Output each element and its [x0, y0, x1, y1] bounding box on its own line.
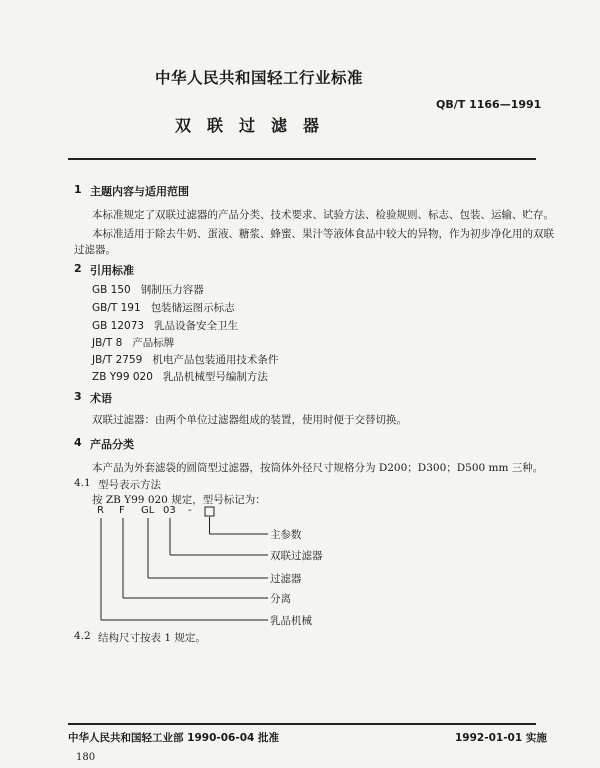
- reference-item: [92, 369, 268, 384]
- section-4-title: 产品分类: [90, 438, 134, 451]
- code-dash: -: [188, 505, 192, 516]
- section-1-paragraph-2-cont: 过滤器。: [74, 244, 116, 256]
- document-title: 双联过滤器: [175, 116, 336, 135]
- reference-code: JB/T 8: [92, 337, 123, 349]
- label-filter: 过滤器: [270, 573, 302, 585]
- reference-item: [92, 318, 238, 333]
- reference-name: 产品标牌: [132, 337, 175, 349]
- section-2-title: 引用标准: [90, 264, 134, 277]
- section-3-title: 术语: [90, 392, 112, 405]
- reference-code: ZB Y99 020: [92, 371, 153, 383]
- reference-name: 乳品设备安全卫生: [154, 320, 239, 332]
- section-1-paragraph-2: 本标准适用于除去牛奶、蛋液、糖浆、蜂蜜、果汁等液体食品中较大的异物，作为初步净化用的双联: [92, 228, 554, 240]
- reference-code: JB/T 2759: [92, 354, 143, 366]
- reference-name: 包装储运图示标志: [150, 302, 235, 314]
- section-4-1-title: 型号表示方法: [98, 479, 161, 491]
- standard-number: QB/T 1166—1991: [436, 98, 542, 111]
- page-number: 180: [76, 752, 96, 763]
- code-letter-f: F: [119, 505, 125, 516]
- org-title: 中华人民共和国轻工行业标准: [155, 69, 364, 87]
- section-4-1-number: 4.1: [74, 477, 91, 489]
- code-letters-gl: GL: [141, 505, 155, 516]
- label-dairy-machinery: 乳品机械: [270, 615, 312, 627]
- code-number-03: 03: [163, 505, 176, 516]
- section-4-2-number: 4.2: [74, 630, 91, 642]
- reference-item: [92, 300, 235, 315]
- section-3-paragraph: 双联过滤器：由两个单位过滤器组成的装置，使用时便于交替切换。: [92, 414, 407, 426]
- section-1-number: 1: [74, 183, 82, 196]
- reference-name: 机电产品包装通用技术条件: [152, 354, 279, 366]
- section-4-paragraph: 本产品为外套滤袋的圆筒型过滤器，按筒体外径尺寸规格分为 D200；D300；D500 mm 三种。: [92, 462, 544, 474]
- reference-code: GB 12073: [92, 320, 145, 332]
- reference-item: [92, 352, 278, 367]
- implementation-date: 1992-01-01 实施: [455, 732, 547, 744]
- parameter-box: [205, 507, 214, 516]
- footer-rule: [68, 723, 536, 725]
- issuer-approval: 中华人民共和国轻工业部 1990-06-04 批准: [68, 732, 279, 744]
- code-letter-r: R: [97, 505, 104, 516]
- section-4-1-paragraph: 按 ZB Y99 020 规定，型号标记为：: [92, 494, 266, 506]
- reference-name: 乳品机械型号编制方法: [162, 371, 268, 383]
- reference-code: GB 150: [92, 284, 131, 296]
- reference-item: [92, 282, 204, 297]
- reference-name: 钢制压力容器: [140, 284, 204, 296]
- section-1-paragraph-1: 本标准规定了双联过滤器的产品分类、技术要求、试验方法、检验规则、标志、包装、运输、贮存。: [92, 209, 554, 221]
- section-4-number: 4: [74, 436, 82, 449]
- label-dual-filter: 双联过滤器: [270, 550, 323, 562]
- label-main-parameter: 主参数: [270, 529, 302, 541]
- section-4-2-text: 结构尺寸按表 1 规定。: [98, 632, 206, 644]
- section-2-number: 2: [74, 262, 82, 275]
- reference-item: [92, 335, 174, 350]
- reference-code: GB/T 191: [92, 302, 141, 314]
- section-1-title: 主题内容与适用范围: [90, 185, 189, 198]
- label-separate: 分离: [270, 593, 291, 605]
- section-3-number: 3: [74, 390, 82, 403]
- header-rule: [68, 158, 536, 160]
